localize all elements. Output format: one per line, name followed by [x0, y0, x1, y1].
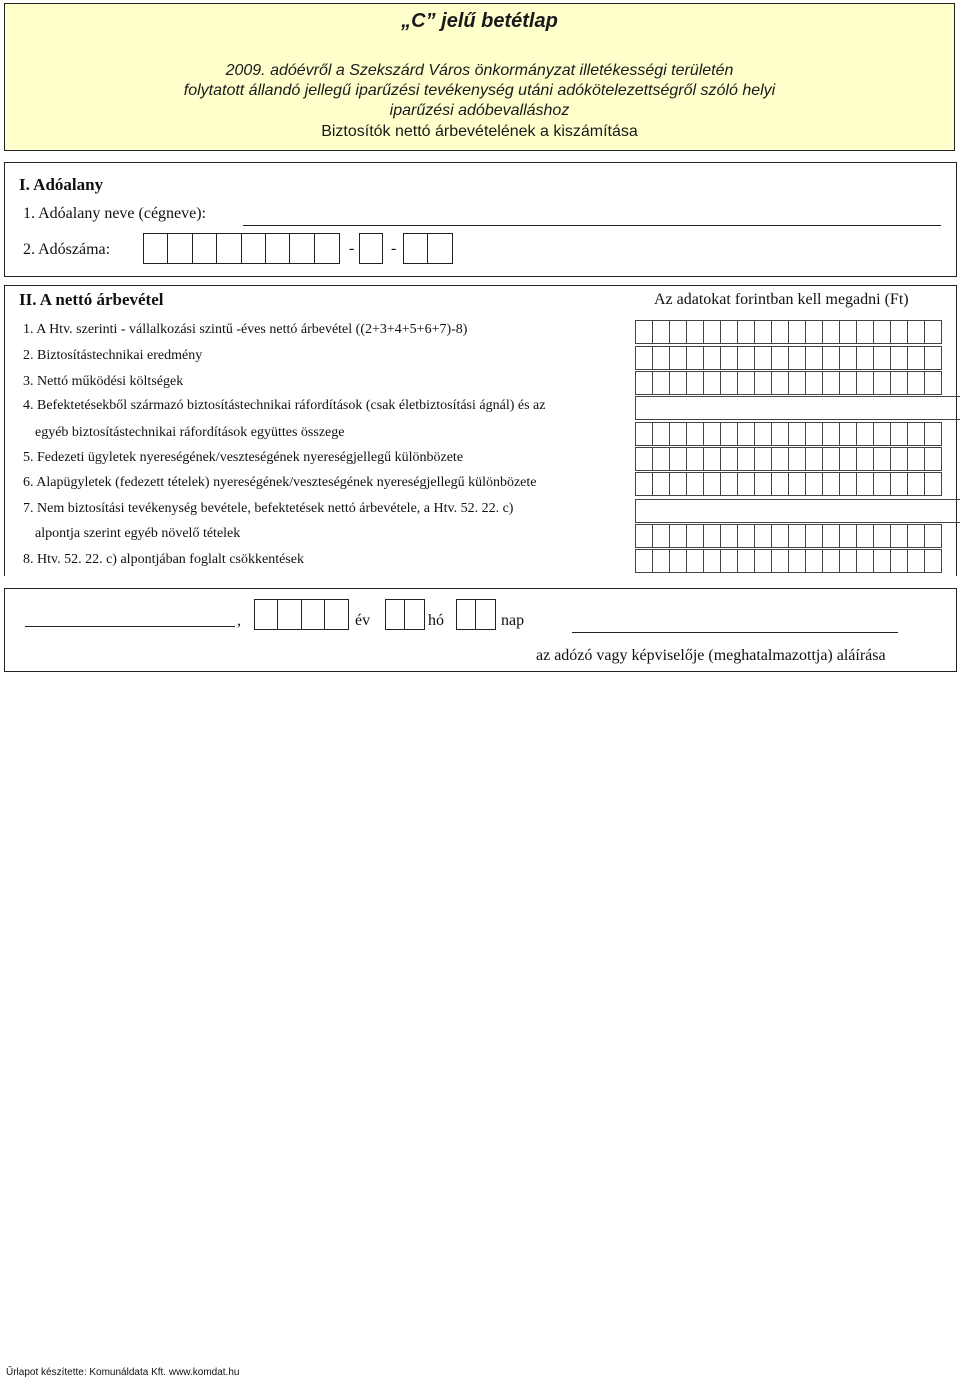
row-label: 3. Nettó működési költségek — [23, 374, 184, 389]
amount-cell[interactable] — [788, 472, 806, 496]
amount-cell[interactable] — [839, 447, 857, 471]
amount-cell[interactable] — [924, 371, 942, 395]
amount-cell[interactable] — [856, 346, 874, 370]
section-1-title: I. Adóalany — [19, 175, 104, 194]
amount-cell[interactable] — [788, 371, 806, 395]
amount-cell[interactable] — [754, 371, 772, 395]
amount-cell[interactable] — [907, 371, 925, 395]
amount-cell[interactable] — [652, 371, 670, 395]
amount-cell[interactable] — [686, 320, 704, 344]
amount-cell[interactable] — [924, 524, 942, 548]
row-label: egyéb biztosítástechnikai ráfordítások együttes összege — [35, 425, 345, 440]
amount-cell[interactable] — [771, 422, 789, 446]
section-2-title: II. A nettó árbevétel — [19, 290, 164, 309]
amount-cell[interactable] — [907, 422, 925, 446]
amount-cell[interactable] — [873, 524, 891, 548]
amount-cell[interactable] — [873, 549, 891, 573]
amount-cell[interactable] — [856, 549, 874, 573]
comma: , — [237, 612, 241, 629]
signature-field[interactable] — [572, 632, 898, 633]
tax-number-dash: - — [391, 240, 397, 257]
row-label: 4. Befektetésekből származó biztosítástechnikai ráfordítások (csak életbiztosítási ágnál) és az — [23, 398, 546, 413]
amount-cell[interactable] — [839, 371, 857, 395]
year-box[interactable] — [277, 599, 302, 630]
amount-cell[interactable] — [754, 447, 772, 471]
amount-cell[interactable] — [822, 524, 840, 548]
name-field[interactable] — [243, 225, 941, 226]
amount-cell[interactable] — [805, 524, 823, 548]
amount-cells — [635, 320, 941, 344]
amount-cell[interactable] — [890, 422, 908, 446]
amount-cell[interactable] — [720, 472, 738, 496]
amount-cell[interactable] — [720, 422, 738, 446]
tax-number-dash: - — [349, 240, 355, 257]
amount-cell[interactable] — [924, 346, 942, 370]
amount-cell[interactable] — [669, 371, 687, 395]
amount-cell[interactable] — [669, 472, 687, 496]
row-label: 2. Biztosítástechnikai eredmény — [23, 348, 203, 363]
tax-number-label: 2. Adószáma: — [23, 241, 111, 258]
day-box[interactable] — [456, 599, 477, 630]
amount-cell[interactable] — [635, 524, 653, 548]
tax-number-box[interactable] — [289, 233, 315, 264]
amount-cell[interactable] — [839, 346, 857, 370]
month-box[interactable] — [404, 599, 425, 630]
amount-cell[interactable] — [788, 346, 806, 370]
amount-cell[interactable] — [652, 346, 670, 370]
amount-cell[interactable] — [907, 346, 925, 370]
amount-cells — [635, 524, 941, 548]
amount-cell[interactable] — [737, 524, 755, 548]
amount-cell[interactable] — [669, 320, 687, 344]
amount-cell[interactable] — [771, 371, 789, 395]
name-label: 1. Adóalany neve (cégneve): — [23, 205, 207, 222]
amount-cell[interactable] — [856, 422, 874, 446]
amount-cell[interactable] — [686, 549, 704, 573]
amount-cell[interactable] — [907, 472, 925, 496]
amount-cell[interactable] — [873, 320, 891, 344]
amount-blank-row — [635, 499, 960, 523]
amount-cell[interactable] — [822, 422, 840, 446]
amount-cell[interactable] — [635, 549, 653, 573]
amount-cell[interactable] — [737, 346, 755, 370]
amount-cell[interactable] — [754, 549, 772, 573]
amount-cell[interactable] — [890, 472, 908, 496]
amount-cell[interactable] — [686, 371, 704, 395]
amount-cell[interactable] — [686, 447, 704, 471]
amount-cell[interactable] — [873, 472, 891, 496]
amount-cell[interactable] — [822, 371, 840, 395]
amount-cell[interactable] — [890, 549, 908, 573]
tax-number-box[interactable] — [314, 233, 340, 264]
amount-cell[interactable] — [839, 549, 857, 573]
amount-cell[interactable] — [873, 346, 891, 370]
form-title: „C” jelű betétlap — [401, 10, 558, 32]
amount-cell[interactable] — [754, 524, 772, 548]
tax-number-box[interactable] — [265, 233, 291, 264]
amount-cell[interactable] — [805, 549, 823, 573]
amount-cell[interactable] — [720, 346, 738, 370]
row-label: 5. Fedezeti ügyletek nyereségének/veszteségének nyereségjellegű különbözete — [23, 450, 464, 465]
amount-cell[interactable] — [856, 320, 874, 344]
amount-cell[interactable] — [754, 320, 772, 344]
header-box — [4, 3, 955, 151]
amount-cell[interactable] — [703, 549, 721, 573]
amount-cell[interactable] — [652, 422, 670, 446]
amount-cell[interactable] — [924, 472, 942, 496]
amount-cell[interactable] — [652, 320, 670, 344]
amount-cell[interactable] — [805, 422, 823, 446]
amount-cells — [635, 447, 941, 471]
amount-cell[interactable] — [635, 422, 653, 446]
header-line-1: 2009. adóévről a Szekszárd Város önkormányzat illetékességi területén — [225, 62, 734, 79]
year-box[interactable] — [254, 599, 279, 630]
amount-cell[interactable] — [924, 447, 942, 471]
amount-cell[interactable] — [652, 549, 670, 573]
tax-number-box[interactable] — [403, 233, 429, 264]
month-box[interactable] — [385, 599, 406, 630]
amount-cell[interactable] — [669, 549, 687, 573]
amount-cell[interactable] — [686, 472, 704, 496]
amount-blank-row — [635, 396, 960, 420]
amount-cell[interactable] — [635, 472, 653, 496]
amount-cell[interactable] — [635, 346, 653, 370]
amount-cell[interactable] — [839, 472, 857, 496]
amount-cell[interactable] — [720, 447, 738, 471]
section-net-revenue — [4, 285, 957, 576]
amount-cell[interactable] — [720, 371, 738, 395]
header-line-4: Biztosítók nettó árbevételének a kiszámítása — [321, 123, 638, 140]
amount-cell[interactable] — [635, 447, 653, 471]
tax-number-box[interactable] — [359, 233, 383, 264]
amount-cells — [635, 422, 941, 446]
amount-cell[interactable] — [754, 472, 772, 496]
amount-cell[interactable] — [652, 524, 670, 548]
amount-cell[interactable] — [771, 320, 789, 344]
amount-cell[interactable] — [805, 371, 823, 395]
amount-cell[interactable] — [686, 422, 704, 446]
amount-cell[interactable] — [890, 346, 908, 370]
amount-cells — [635, 472, 941, 496]
amount-cell[interactable] — [703, 320, 721, 344]
row-label: 7. Nem biztosítási tevékenység bevétele, befektetések nettó árbevétele, a Htv. 52. 22. c) — [23, 501, 514, 516]
amount-cell[interactable] — [856, 447, 874, 471]
row-label: alpontja szerint egyéb növelő tételek — [35, 526, 241, 541]
amount-cell[interactable] — [737, 549, 755, 573]
year-box[interactable] — [301, 599, 326, 630]
amount-cell[interactable] — [703, 346, 721, 370]
amount-cell[interactable] — [822, 447, 840, 471]
amount-cell[interactable] — [720, 320, 738, 344]
row-label: 1. A Htv. szerinti - vállalkozási szintű -éves nettó árbevétel ((2+3+4+5+6+7)-8) — [23, 322, 468, 337]
day-label: nap — [501, 612, 525, 629]
amount-cell[interactable] — [788, 447, 806, 471]
amount-cell[interactable] — [771, 447, 789, 471]
amount-cell[interactable] — [822, 320, 840, 344]
amount-cell[interactable] — [754, 346, 772, 370]
amount-cell[interactable] — [737, 422, 755, 446]
amount-cell[interactable] — [822, 549, 840, 573]
amount-cell[interactable] — [788, 549, 806, 573]
amount-cell[interactable] — [856, 472, 874, 496]
tax-number-box[interactable] — [427, 233, 453, 264]
amount-cell[interactable] — [669, 447, 687, 471]
amount-cell[interactable] — [890, 447, 908, 471]
amount-cell[interactable] — [686, 346, 704, 370]
amount-cell[interactable] — [924, 422, 942, 446]
amount-cell[interactable] — [737, 447, 755, 471]
amount-cell[interactable] — [703, 472, 721, 496]
amount-cell[interactable] — [924, 549, 942, 573]
tax-number-box[interactable] — [216, 233, 242, 264]
amount-cell[interactable] — [788, 320, 806, 344]
amount-cell[interactable] — [839, 320, 857, 344]
amount-cell[interactable] — [890, 371, 908, 395]
tax-number-box[interactable] — [192, 233, 218, 264]
amount-cell[interactable] — [652, 472, 670, 496]
amount-cell[interactable] — [771, 549, 789, 573]
amount-cell[interactable] — [652, 447, 670, 471]
amount-cell[interactable] — [720, 524, 738, 548]
amount-cell[interactable] — [907, 320, 925, 344]
row-label: 8. Htv. 52. 22. c) alpontjában foglalt csökkentések — [23, 552, 304, 567]
amount-cell[interactable] — [703, 422, 721, 446]
section-taxpayer — [4, 162, 957, 277]
amount-cell[interactable] — [839, 422, 857, 446]
year-box[interactable] — [324, 599, 349, 630]
amount-cell[interactable] — [907, 549, 925, 573]
row-label: 6. Alapügyletek (fedezett tételek) nyereségének/veszteségének nyereségjellegű különbözete — [23, 475, 537, 490]
place-field[interactable] — [25, 626, 235, 627]
amount-cell[interactable] — [669, 422, 687, 446]
amount-cells — [635, 371, 941, 395]
amount-cell[interactable] — [907, 447, 925, 471]
amount-cells — [635, 549, 941, 573]
amount-cell[interactable] — [771, 472, 789, 496]
amount-cell[interactable] — [703, 371, 721, 395]
amount-cell[interactable] — [669, 524, 687, 548]
section-signature — [4, 588, 957, 672]
amount-cell[interactable] — [720, 549, 738, 573]
amount-cell[interactable] — [805, 447, 823, 471]
header-line-2: folytatott állandó jellegű iparűzési tevékenység utáni adókötelezettségről szóló helyi — [183, 82, 776, 99]
amount-cell[interactable] — [839, 524, 857, 548]
amount-cell[interactable] — [635, 320, 653, 344]
amount-cell[interactable] — [856, 371, 874, 395]
currency-note: Az adatokat forintban kell megadni (Ft) — [654, 291, 909, 308]
amount-cell[interactable] — [873, 371, 891, 395]
amount-cell[interactable] — [703, 524, 721, 548]
year-label: év — [355, 612, 371, 629]
amount-cell[interactable] — [873, 447, 891, 471]
amount-cell[interactable] — [907, 524, 925, 548]
amount-cell[interactable] — [822, 472, 840, 496]
tax-number-box[interactable] — [167, 233, 193, 264]
amount-cell[interactable] — [890, 320, 908, 344]
tax-number-box[interactable] — [241, 233, 267, 264]
amount-cell[interactable] — [703, 447, 721, 471]
amount-cell[interactable] — [737, 472, 755, 496]
day-box[interactable] — [475, 599, 496, 630]
amount-cell[interactable] — [805, 346, 823, 370]
amount-cells — [635, 346, 941, 370]
amount-cell[interactable] — [873, 422, 891, 446]
amount-cell[interactable] — [805, 472, 823, 496]
amount-cell[interactable] — [788, 422, 806, 446]
amount-cell[interactable] — [635, 371, 653, 395]
amount-cell[interactable] — [669, 346, 687, 370]
amount-cell[interactable] — [924, 320, 942, 344]
amount-cell[interactable] — [771, 346, 789, 370]
amount-cell[interactable] — [822, 346, 840, 370]
signature-label: az adózó vagy képviselője (meghatalmazottja) aláírása — [536, 647, 886, 664]
amount-cell[interactable] — [771, 524, 789, 548]
amount-cell[interactable] — [737, 320, 755, 344]
amount-cell[interactable] — [890, 524, 908, 548]
amount-cell[interactable] — [805, 320, 823, 344]
footer-credit: Űrlapot készítette: Komunáldata Kft. www.komdat.hu — [6, 1367, 240, 1378]
amount-cell[interactable] — [856, 524, 874, 548]
tax-number-box[interactable] — [143, 233, 169, 264]
amount-cell[interactable] — [737, 371, 755, 395]
amount-cell[interactable] — [788, 524, 806, 548]
month-label: hó — [428, 612, 444, 629]
header-line-3: iparűzési adóbevalláshoz — [389, 102, 570, 119]
amount-cell[interactable] — [754, 422, 772, 446]
amount-cell[interactable] — [686, 524, 704, 548]
